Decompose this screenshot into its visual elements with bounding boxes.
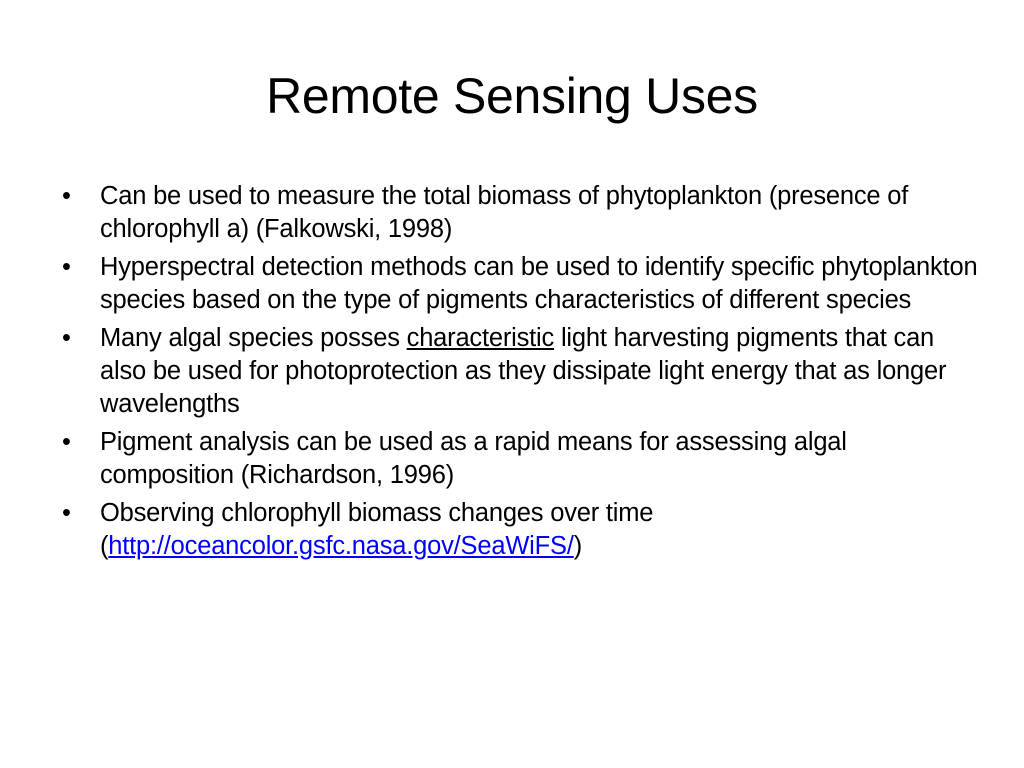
bullet-icon: • (62, 428, 71, 456)
bullet-item-biomass (62, 180, 982, 246)
bullet-icon: • (62, 324, 71, 352)
bullet-item-hyperspectral (62, 251, 982, 317)
bullet-text-start: Many algal species posses (100, 324, 407, 352)
bullet-text: Pigment analysis can be used as a rapid means for assessing algal composition (Richardson, 1996) (100, 428, 847, 489)
slide-title: Remote Sensing Uses (266, 68, 758, 124)
bullet-icon: • (62, 499, 71, 527)
bullet-icon: • (62, 182, 71, 210)
bullet-list (62, 180, 982, 568)
bullet-text-start: Observing chlorophyll biomass changes over time ( (100, 499, 654, 560)
bullet-item-pigments (62, 322, 982, 421)
bullet-text-end: ) (573, 532, 583, 560)
bullet-text: Hyperspectral detection methods can be used to identify specific phytoplankton species based on the type of pigments characteristics of different species (100, 253, 978, 314)
bullet-item-chlorophyll-changes (62, 497, 982, 563)
bullet-text-end: light harvesting pigments that can also be used for photoprotection as they dissipate light energy that as longer wavelengths (100, 324, 947, 418)
bullet-item-pigment-analysis (62, 426, 982, 492)
underlined-word: characteristic (406, 324, 555, 352)
seawifs-link[interactable]: http://oceancolor.gsfc.nasa.gov/SeaWiFS/ (108, 532, 574, 560)
bullet-text: Can be used to measure the total biomass of phytoplankton (presence of chlorophyll a) (Falkowski, 1998) (100, 182, 909, 243)
bullet-icon: • (62, 253, 71, 281)
